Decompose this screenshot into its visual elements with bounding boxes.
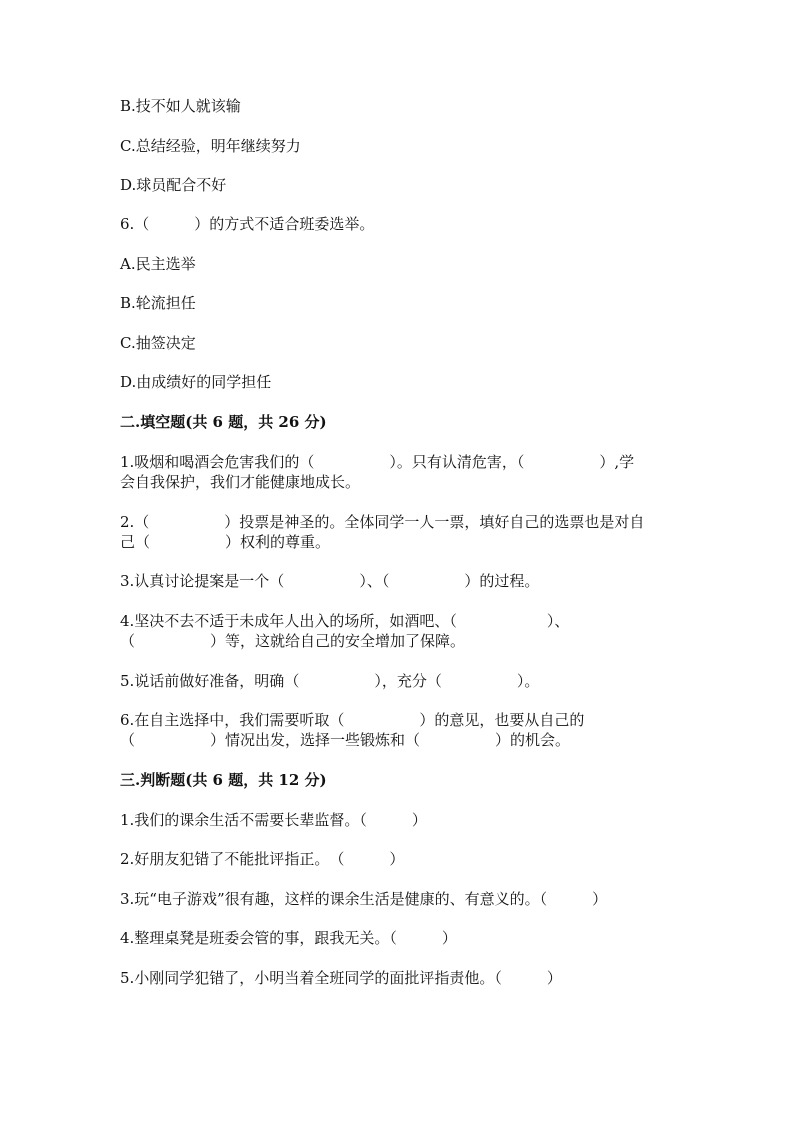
q6-option-b: B.轮流担任 <box>120 294 196 312</box>
fill-q2-line2: 己（ ）权利的尊重。 <box>120 533 331 551</box>
q5-option-d: D.球员配合不好 <box>120 176 227 194</box>
fill-q1-line2: 会自我保护，我们才能健康地成长。 <box>120 473 361 491</box>
fill-q5-line1: 5.说话前做好准备，明确（ ），充分（ ）。 <box>120 672 540 690</box>
q6-option-d: D.由成绩好的同学担任 <box>120 373 272 391</box>
judge-section-heading: 三.判断题(共 6 题，共 12 分) <box>120 771 327 789</box>
fill-q2-line1: 2.（ ）投票是神圣的。全体同学一人一票，填好自己的选票也是对自 <box>120 513 645 531</box>
fill-q1-line1: 1.吸烟和喝酒会危害我们的（ ）。只有认清危害，（ ）,学 <box>120 453 635 471</box>
fill-q4-line1: 4.坚决不去不适于未成年人出入的场所，如酒吧、（ ）、 <box>120 612 570 630</box>
judge-q4: 4.整理桌凳是班委会管的事，跟我无关。（ ） <box>120 929 457 947</box>
fill-section-heading: 二.填空题(共 6 题，共 26 分) <box>120 413 327 431</box>
fill-q4-line2: （ ）等，这就给自己的安全增加了保障。 <box>120 632 466 650</box>
fill-q3-line1: 3.认真讨论提案是一个（ ）、（ ）的过程。 <box>120 572 540 590</box>
q6-option-c: C.抽签决定 <box>120 334 196 352</box>
q5-option-b: B.技不如人就该输 <box>120 97 241 115</box>
fill-q6-line1: 6.在自主选择中，我们需要听取（ ）的意见，也要从自己的 <box>120 711 585 729</box>
judge-q1: 1.我们的课余生活不需要长辈监督。（ ） <box>120 811 427 829</box>
q5-option-c: C.总结经验，明年继续努力 <box>120 137 301 155</box>
judge-q2: 2.好朋友犯错了不能批评指正。 （ ） <box>120 850 405 868</box>
q6-stem: 6.（ ）的方式不适合班委选举。 <box>120 215 375 233</box>
fill-q6-line2: （ ）情况出发，选择一些锻炼和（ ）的机会。 <box>120 731 571 749</box>
judge-q5: 5.小刚同学犯错了，小明当着全班同学的面批评指责他。（ ） <box>120 969 562 987</box>
q6-option-a: A.民主选举 <box>120 255 196 273</box>
judge-q3: 3.玩“电子游戏”很有趣，这样的课余生活是健康的、有意义的。（ ） <box>120 890 608 908</box>
